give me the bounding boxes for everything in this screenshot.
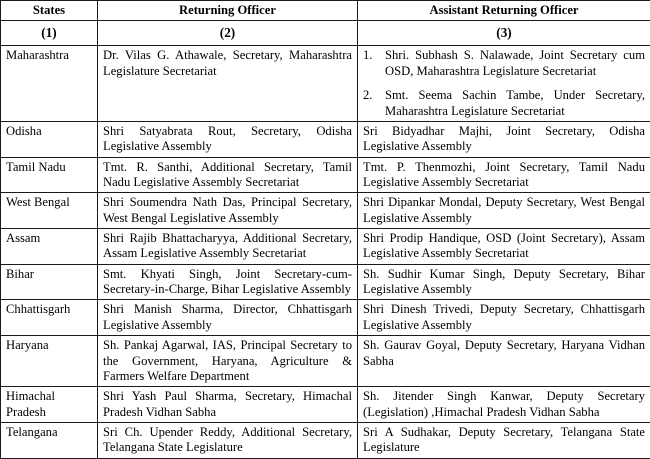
table-body [1, 21, 650, 458]
returning-officer: Shri Rajib Bhattacharyya, Additional Secretary, Assam Legislative Assembly Secretariat [98, 229, 358, 265]
column-number-2: (2) [98, 21, 358, 46]
state-name: Odisha [1, 121, 98, 157]
column-header-states: States [1, 1, 98, 21]
list-item-text: Smt. Seema Sachin Tambe, Under Secretary, Maharashtra Legislature Secretariat [385, 88, 645, 117]
column-number-3: (3) [358, 21, 650, 46]
table-row [1, 157, 650, 193]
list-item-text: Shri. Subhash S. Nalawade, Joint Secretary cum OSD, Maharashtra Legislature Secretariat [385, 48, 645, 77]
assistant-returning-officer: Sh. Jitender Singh Kanwar, Deputy Secretary (Legislation) ,Himachal Pradesh Vidhan Sabha [358, 387, 650, 423]
table-row [1, 336, 650, 387]
returning-officer: Shri Yash Paul Sharma, Secretary, Himachal Pradesh Vidhan Sabha [98, 387, 358, 423]
state-name: Assam [1, 229, 98, 265]
returning-officer: Sri Ch. Upender Reddy, Additional Secretary, Telangana State Legislature [98, 423, 358, 459]
table-row [1, 387, 650, 423]
column-numbering-row [1, 21, 650, 46]
assistant-returning-officer: Tmt. P. Thenmozhi, Joint Secretary, Tamil Nadu Legislative Assembly Secretariat [358, 157, 650, 193]
list-marker: 2. [363, 88, 372, 103]
state-name: Tamil Nadu [1, 157, 98, 193]
list-item [363, 48, 645, 79]
table-row [1, 193, 650, 229]
column-header-returning-officer: Returning Officer [98, 1, 358, 21]
returning-officer: Tmt. R. Santhi, Additional Secretary, Tamil Nadu Legislative Assembly Secretariat [98, 157, 358, 193]
table-row [1, 46, 650, 121]
state-name: Haryana [1, 336, 98, 387]
assistant-returning-officer: Sri A Sudhakar, Deputy Secretary, Telangana State Legislature [358, 423, 650, 459]
state-name: Maharashtra [1, 46, 98, 121]
table-row [1, 300, 650, 336]
list-item [363, 88, 645, 119]
assistant-officer-list [363, 48, 645, 118]
column-number-1: (1) [1, 21, 98, 46]
returning-officer: Smt. Khyati Singh, Joint Secretary-cum-Secretary-in-Charge, Bihar Legislative Assembly [98, 264, 358, 300]
table-row [1, 121, 650, 157]
assistant-returning-officer: Sh. Sudhir Kumar Singh, Deputy Secretary, Bihar Legislative Assembly [358, 264, 650, 300]
state-name: Bihar [1, 264, 98, 300]
returning-officer: Sh. Pankaj Agarwal, IAS, Principal Secretary to the Government, Haryana, Agriculture & Farmers Welfare Department [98, 336, 358, 387]
assistant-returning-officer: Sri Bidyadhar Majhi, Joint Secretary, Odisha Legislative Assembly [358, 121, 650, 157]
assistant-returning-officer: Sh. Gaurav Goyal, Deputy Secretary, Haryana Vidhan Sabha [358, 336, 650, 387]
returning-officer: Shri Manish Sharma, Director, Chhattisgarh Legislative Assembly [98, 300, 358, 336]
table-header [1, 1, 650, 21]
assistant-returning-officer: Shri Dinesh Trivedi, Deputy Secretary, Chhattisgarh Legislative Assembly [358, 300, 650, 336]
state-name: West Bengal [1, 193, 98, 229]
list-marker: 1. [363, 48, 372, 63]
table-row [1, 264, 650, 300]
assistant-returning-officer: Shri Prodip Handique, OSD (Joint Secretary), Assam Legislative Assembly Secretariat [358, 229, 650, 265]
table-row [1, 229, 650, 265]
state-name: Himachal Pradesh [1, 387, 98, 423]
column-header-assistant-returning-officer: Assistant Returning Officer [358, 1, 650, 21]
assistant-returning-officer [358, 46, 650, 121]
state-name: Chhattisgarh [1, 300, 98, 336]
header-row [1, 1, 650, 21]
assistant-returning-officer: Shri Dipankar Mondal, Deputy Secretary, West Bengal Legislative Assembly [358, 193, 650, 229]
returning-officer: Dr. Vilas G. Athawale, Secretary, Maharashtra Legislature Secretariat [98, 46, 358, 121]
state-name: Telangana [1, 423, 98, 459]
returning-officer: Shri Soumendra Nath Das, Principal Secretary, West Bengal Legislative Assembly [98, 193, 358, 229]
returning-officer: Shri Satyabrata Rout, Secretary, Odisha Legislative Assembly [98, 121, 358, 157]
